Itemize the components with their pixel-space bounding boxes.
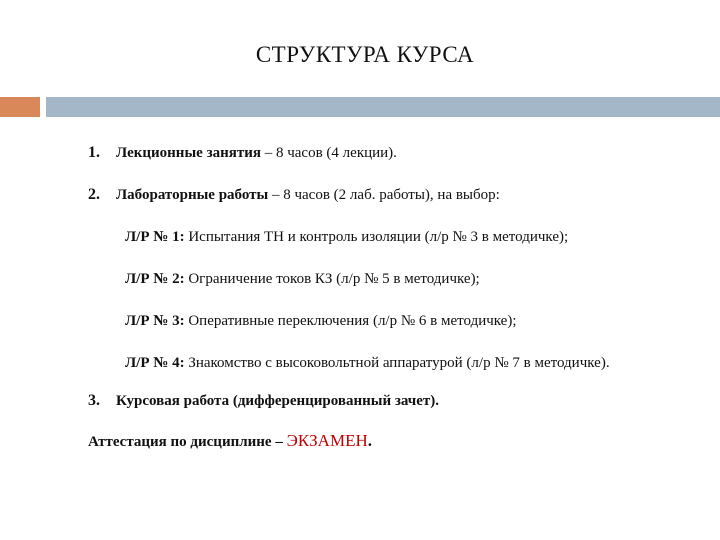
- attestation-label: Аттестация по дисциплине –: [88, 434, 287, 450]
- lab-id: Л/Р № 3:: [125, 313, 185, 329]
- item-number: 2.: [88, 186, 100, 203]
- lab-description: Оперативные переключения (л/р № 6 в методичке);: [184, 313, 517, 329]
- blue-accent-bar: [46, 97, 720, 117]
- lab-item-3: [125, 312, 670, 331]
- item-detail: – 8 часов (4 лекции).: [260, 145, 397, 161]
- lab-item-1: [125, 228, 670, 247]
- list-item-lectures: [88, 143, 688, 163]
- item-text: [116, 392, 439, 411]
- item-name: Лекционные занятия: [116, 145, 261, 161]
- attestation-value: ЭКЗАМЕН: [286, 431, 368, 450]
- lab-id: Л/Р № 4:: [125, 355, 185, 371]
- item-detail: – 8 часов (2 лаб. работы), на выбор:: [268, 187, 500, 203]
- item-name: Курсовая работа (дифференцированный зачет): [116, 393, 436, 409]
- page-title: СТРУКТУРА КУРСА: [255, 42, 475, 67]
- item-text: [116, 144, 397, 163]
- course-structure-list: [88, 143, 688, 452]
- item-number: 3.: [88, 392, 100, 409]
- lab-description: Знакомство с высоковольтной аппаратурой (л/р № 7 в методичке).: [184, 355, 610, 371]
- lab-description: Ограничение токов КЗ (л/р № 5 в методичке);: [184, 271, 480, 287]
- item-detail: .: [435, 393, 440, 409]
- attestation-end: .: [367, 431, 372, 450]
- list-item-labs: [88, 185, 688, 205]
- item-number: 1.: [88, 144, 100, 161]
- attestation-line: [88, 431, 688, 452]
- lab-description: Испытания ТН и контроль изоляции (л/р № 3 в методичке);: [184, 229, 569, 245]
- orange-accent-bar: [0, 97, 40, 117]
- lab-item-2: [125, 270, 670, 289]
- list-item-coursework: [88, 391, 688, 411]
- lab-id: Л/Р № 2:: [125, 271, 185, 287]
- lab-item-4: [125, 354, 670, 373]
- item-text: [116, 186, 500, 205]
- item-name: Лабораторные работы: [116, 187, 269, 203]
- lab-id: Л/Р № 1:: [125, 229, 185, 245]
